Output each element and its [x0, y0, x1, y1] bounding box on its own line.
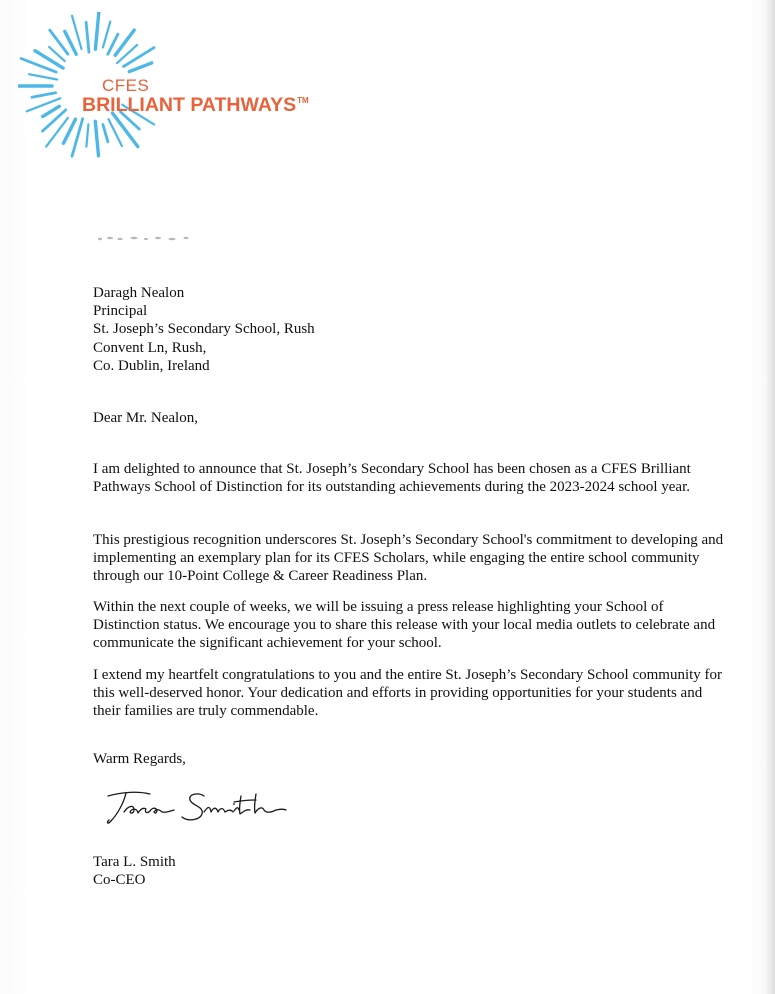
trademark-mark: TM: [297, 96, 309, 105]
burst-ray: [113, 113, 138, 147]
recipient-school: St. Joseph’s Secondary School, Rush: [93, 321, 315, 338]
paragraph-announcement: I am delighted to announce that St. Joseph’s Secondary School has been chosen as a CFES Brilliant Pathways School of Distinction for its outstanding achievements during the 2023-2024 school year.: [93, 461, 691, 496]
burst-ray: [72, 16, 82, 49]
page-edge-shadow: [765, 0, 775, 994]
signer-title: Co-CEO: [93, 872, 146, 889]
handwritten-signature: [100, 782, 290, 832]
paragraph-press-release: Within the next couple of weeks, we will be issuing a press release highlighting your School of Distinction status. We encourage you to share this release with your local media outlets to celebrate and communicate the significant achievement for your school.: [93, 599, 716, 652]
recipient-name: Daragh Nealon: [93, 285, 185, 301]
recipient-region: Co. Dublin, Ireland: [93, 357, 210, 374]
signer-name: Tara L. Smith: [93, 854, 176, 870]
logo-brilliant-pathways-text: BRILLIANT PATHWAYS™: [82, 94, 309, 116]
burst-ray: [86, 124, 88, 146]
logo-cfes-text: CFES: [102, 76, 150, 95]
burst-ray: [103, 22, 110, 48]
cfes-logo: [18, 12, 338, 162]
burst-ray: [29, 74, 57, 79]
paragraph-recognition: This prestigious recognition underscores St. Joseph’s Secondary School's commitment to developing and implementing an exemplary plan for its CFES Scholars, while engaging the entire school community through our 10-Point College & Career Readiness Plan.: [93, 532, 724, 585]
starburst-icon: [18, 12, 178, 162]
signer-block: [93, 853, 176, 889]
burst-ray: [103, 125, 108, 142]
recipient-title: Principal: [93, 303, 148, 320]
burst-ray: [129, 63, 151, 72]
recipient-street: Convent Ln, Rush,: [93, 339, 207, 356]
salutation: Dear Mr. Nealon,: [93, 410, 198, 426]
recipient-address: [93, 284, 315, 375]
burst-ray: [86, 22, 89, 52]
burst-ray: [32, 93, 56, 97]
burst-ray: [95, 121, 98, 155]
paragraph-congratulations: I extend my heartfelt congratulations to you and the entire St. Joseph’s Secondary School community for this well-deserved honor. Your dedication and efforts in providing opportunities for your students and their families are truly commendable.: [93, 667, 723, 720]
closing: Warm Regards,: [93, 751, 186, 767]
redacted-date-smudge: [96, 234, 196, 242]
burst-ray: [43, 106, 60, 116]
burst-ray: [95, 12, 99, 49]
